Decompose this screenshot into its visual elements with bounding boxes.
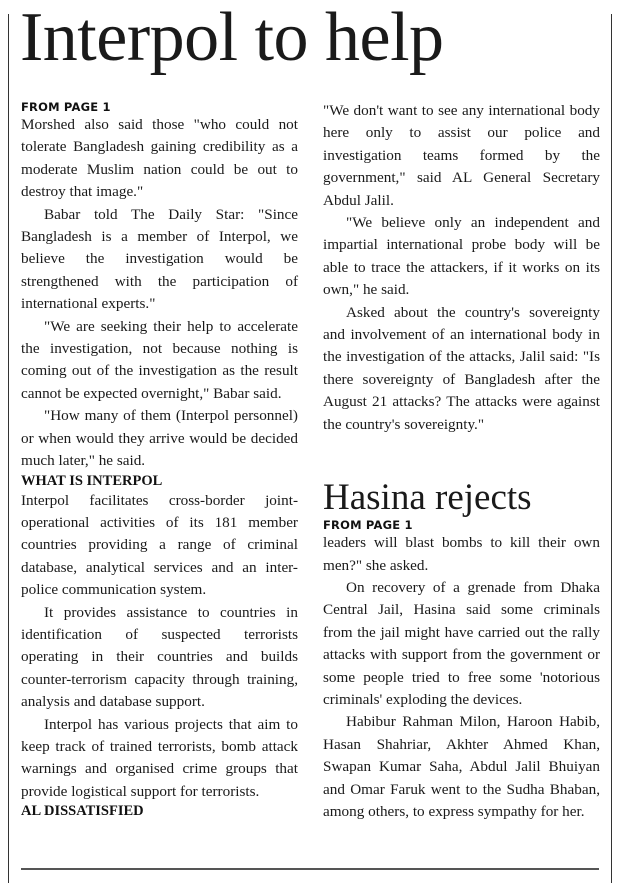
from-page-kicker: FROM PAGE 1	[323, 518, 413, 533]
article-paragraph: Interpol has various projects that aim to keep track of trained terrorists, bomb attack warnings and organised crime groups that provide logistical support for terrorists.	[21, 715, 298, 800]
article-paragraph: Habibur Rahman Milon, Haroon Habib, Hasan Shahriar, Akhter Ahmed Khan, Swapan Kumar Saha, Abdul Jalil Bhuiyan and Omar Faruk went to the Sudha Bhaban, among others, to express sympathy for her.	[323, 713, 600, 820]
from-page-kicker: FROM PAGE 1	[21, 100, 111, 114]
article-paragraph: "How many of them (Interpol personnel) or when would they arrive would be decided much later," he said.	[21, 407, 298, 470]
article-paragraph: Babar told The Daily Star: "Since Bangladesh is a member of Interpol, we believe the investigation would be strengthened with the participation of international experts."	[21, 205, 298, 313]
article-paragraph: Asked about the country's sovereignty and involvement of an international body in the investigation of the attacks, Jalil said: "Is there sovereignty of Bangladesh after the August 21 attacks? The attacks were against the country's sovereignty."	[323, 303, 600, 433]
left-column-rule	[8, 14, 9, 883]
article-column-left	[21, 100, 298, 820]
subhead-what-is-interpol: WHAT IS INTERPOL	[21, 472, 163, 489]
second-article-headline: Hasina rejects	[323, 477, 532, 519]
article-column-right	[323, 100, 600, 823]
article-paragraph: "We are seeking their help to accelerate the investigation, not because nothing is coming out of the investigation as the result cannot be expected overnight," Babar said.	[21, 317, 298, 402]
article-paragraph: On recovery of a grenade from Dhaka Central Jail, Hasina said some criminals from the jail might have carried out the rally attacks with support from the government or some people tried to free some 'notorious criminals' exploding the devices.	[323, 578, 600, 708]
right-column-rule	[611, 14, 612, 883]
article-paragraph: leaders will blast bombs to kill their own men?" she asked.	[323, 534, 600, 574]
article-paragraph: Interpol facilitates cross-border joint-operational activities of its 181 member countries providing a range of criminal database, analytical services and an inter-police communication system.	[21, 491, 298, 599]
article-headline: Interpol to help	[20, 0, 444, 76]
article-paragraph: Morshed also said those "who could not tolerate Bangladesh gaining credibility as a moderate Muslim nation could be out to destroy that image."	[21, 116, 298, 201]
article-paragraph: "We believe only an independent and impartial international probe body will be able to trace the attackers, if it works on its own," he said.	[323, 214, 600, 299]
column-spacer	[323, 436, 600, 478]
subhead-al-dissatisfied: AL DISSATISFIED	[21, 803, 144, 820]
article-paragraph: "We don't want to see any international body here only to assist our police and investigation teams formed by the government," said AL General Secretary Abdul Jalil.	[323, 102, 600, 209]
article-paragraph: It provides assistance to countries in identification of suspected terrorists operating in their countries and builds counter-terrorism capacity through training, analysis and database support.	[21, 603, 298, 711]
bottom-rule	[21, 868, 599, 870]
